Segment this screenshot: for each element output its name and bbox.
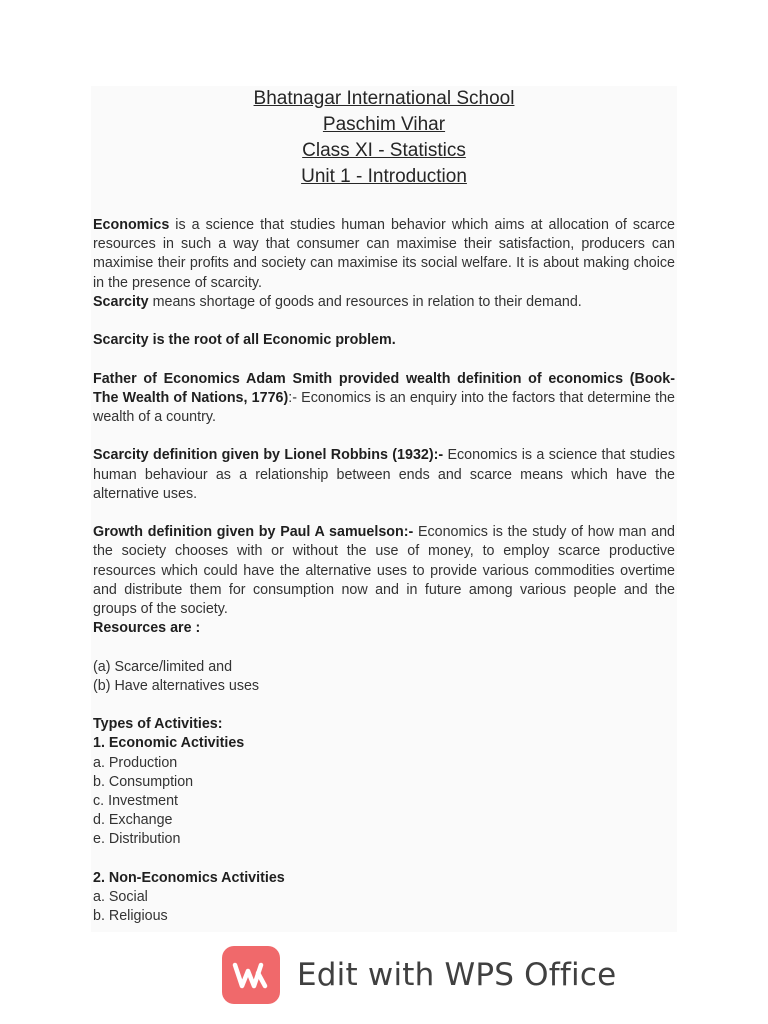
school-location: Paschim Vihar [322,114,446,135]
economics-definition: is a science that studies human behavior which aims at allocation of scarce resources in such a way that consumer can maximise their satisfaction, producers can maximise their profits and society can maximise its social welfare. It is about making choice in the presence of scarcity. [93,217,675,291]
samuelson-paragraph [93,523,675,619]
scarcity-root-line: Scarcity is the root of all Economic problem. [93,332,396,349]
samuelson-definition: Economics is the study of how man and the society chooses with or without the use of money, to employ scarce productive resources which could have the alternative uses to provide various commodities overtime and distribute them for consumption now and in future among various people and the groups of the society. [93,524,675,617]
watermark-text: Edit with WPS Office [297,957,617,993]
list-item: e. Distribution [93,831,181,848]
resource-item: (b) Have alternatives uses [93,677,260,694]
scarcity-paragraph [93,293,675,312]
robbins-heading: Scarcity definition given by Lionel Robbins (1932):- [93,447,444,464]
unit-title: Unit 1 - Introduction [301,166,467,187]
economics-term: Economics [93,217,170,233]
document-page [91,86,677,932]
economic-activities-heading: 1. Economic Activities [93,735,245,752]
economics-paragraph [93,216,675,293]
resources-heading: Resources are : [93,620,201,637]
list-item: b. Religious [93,908,168,925]
list-item: c. Investment [93,793,179,809]
smith-definition: :- Economics is an enquiry into the factors that determine the wealth of a country. [93,389,675,425]
non-economic-activities-heading: 2. Non-Economics Activities [93,869,285,886]
robbins-paragraph [93,446,675,504]
document-body [93,216,675,926]
samuelson-heading: Growth definition given by Paul A samuelson:- [93,524,414,541]
wps-watermark[interactable] [222,946,616,1004]
smith-paragraph [93,370,675,428]
class-title: Class XI - Statistics [302,140,466,161]
smith-heading: Father of Economics Adam Smith provided wealth definition of economics (Book- The Wealth of Nations, 1776) [93,370,675,406]
list-item: a. Social [93,889,148,905]
list-item: a. Production [93,754,178,771]
list-item: b. Consumption [93,773,194,790]
resource-item: (a) Scarce/limited and [93,658,233,675]
list-item: d. Exchange [93,812,173,829]
types-heading: Types of Activities: [93,716,223,733]
school-name: Bhatnagar International School [253,88,515,109]
scarcity-term: Scarcity [93,293,149,310]
document-header [91,86,677,190]
scarcity-definition: means shortage of goods and resources in relation to their demand. [148,293,582,310]
wps-logo-icon [222,946,280,1004]
robbins-definition: Economics is a science that studies human behaviour as a relationship between ends and scarce means which have the alternative uses. [93,447,675,502]
